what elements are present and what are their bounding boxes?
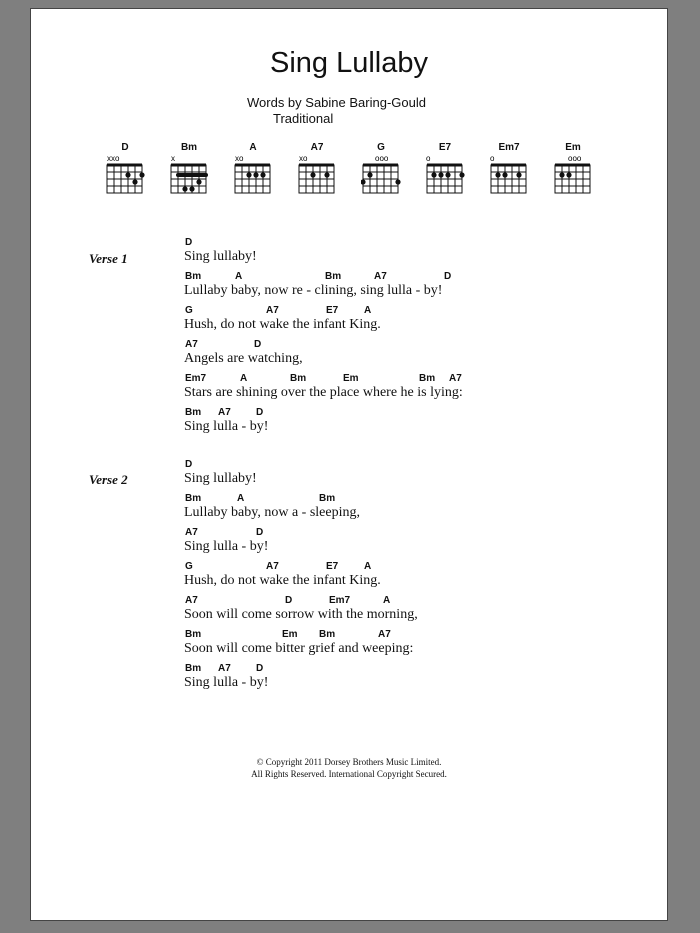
- lyric-line: [184, 339, 604, 373]
- copyright-notice: [31, 756, 667, 780]
- chord-symbol: Bm: [185, 271, 202, 282]
- chord-symbol: Bm: [419, 373, 436, 384]
- chord-name: A7: [310, 142, 324, 153]
- chord-symbol: Bm: [185, 629, 202, 640]
- lyric-text: Lullaby baby, now re - clining, sing lulla - by!: [184, 283, 443, 298]
- string-markers: xxo: [107, 154, 120, 163]
- verse-label: Verse 1: [89, 251, 128, 266]
- chord-symbol: A7: [449, 373, 462, 384]
- lyric-text: Hush, do not wake the infant King.: [184, 317, 381, 332]
- chord-symbol: Bm: [290, 373, 307, 384]
- lyric-line: [184, 271, 604, 305]
- chord-symbol: A: [240, 373, 248, 384]
- lyric-line: [184, 561, 604, 595]
- string-markers: ooo: [568, 154, 582, 163]
- chord-grid: [425, 153, 465, 197]
- chord-name: G: [377, 142, 385, 153]
- chord-symbol: A: [235, 271, 243, 282]
- chord-symbol: G: [185, 561, 193, 572]
- lyric-text: Sing lulla - by!: [184, 675, 269, 690]
- lyric-text: Sing lulla - by!: [184, 539, 269, 554]
- lyricist-credit: Words by Sabine Baring-Gould: [247, 95, 426, 110]
- chord-grid: [169, 153, 209, 197]
- chord-symbol: A: [237, 493, 245, 504]
- lyric-line: [184, 305, 604, 339]
- song-title: Sing Lullaby: [270, 47, 428, 79]
- lyric-line: [184, 595, 604, 629]
- chord-symbol: Bm: [319, 629, 336, 640]
- chord-symbol: Em: [343, 373, 359, 384]
- chord-symbol: G: [185, 305, 193, 316]
- chord-symbol: A7: [218, 663, 231, 674]
- chord-symbol: E7: [326, 305, 339, 316]
- lyric-text: Soon will come bitter grief and weeping:: [184, 641, 414, 656]
- lyric-text: Hush, do not wake the infant King.: [184, 573, 381, 588]
- copyright-line: © Copyright 2011 Dorsey Brothers Music Limited.: [256, 757, 442, 767]
- chord-name: A: [249, 142, 257, 153]
- lyric-line: [184, 373, 604, 407]
- chord-symbol: A7: [218, 407, 231, 418]
- chord-symbol: Bm: [185, 493, 202, 504]
- chord-symbol: A7: [185, 595, 198, 606]
- chord-symbol: A7: [374, 271, 387, 282]
- chord-grid: [297, 153, 337, 197]
- chord-symbol: D: [256, 527, 264, 538]
- chord-name: Bm: [180, 142, 198, 153]
- string-markers: o: [426, 154, 431, 163]
- chord-symbol: Em: [282, 629, 298, 640]
- lyric-text: Angels are watching,: [184, 351, 303, 366]
- chord-symbol: A7: [378, 629, 391, 640]
- string-markers: ooo: [375, 154, 389, 163]
- lyric-line: [184, 459, 604, 493]
- lyric-line: [184, 629, 604, 663]
- chord-grid: [233, 153, 273, 197]
- string-markers: x: [171, 154, 175, 163]
- lyric-text: Lullaby baby, now a - sleeping,: [184, 505, 360, 520]
- chord-symbol: A: [383, 595, 391, 606]
- lyric-text: Sing lulla - by!: [184, 419, 269, 434]
- chord-symbol: Bm: [319, 493, 336, 504]
- chord-symbol: D: [444, 271, 452, 282]
- chord-grid: [553, 153, 593, 197]
- lyric-text: Sing lullaby!: [184, 249, 257, 264]
- string-markers: xo: [235, 154, 244, 163]
- chord-symbol: A: [364, 305, 372, 316]
- chord-name: E7: [438, 142, 452, 153]
- rights-line: All Rights Reserved. International Copyright Secured.: [251, 769, 447, 779]
- chord-name: D: [121, 142, 129, 153]
- sheet-page: [30, 8, 668, 921]
- chord-symbol: D: [185, 459, 193, 470]
- chord-name: Em7: [498, 142, 520, 153]
- chord-symbol: D: [256, 663, 264, 674]
- chord-symbol: Em7: [329, 595, 351, 606]
- chord-symbol: A7: [266, 305, 279, 316]
- composer-credit: Traditional: [273, 111, 334, 126]
- chord-symbol: Bm: [325, 271, 342, 282]
- chord-symbol: D: [285, 595, 293, 606]
- lyric-text: Sing lullaby!: [184, 471, 257, 486]
- chord-symbol: A: [364, 561, 372, 572]
- chord-symbol: D: [254, 339, 262, 350]
- chord-symbol: A7: [185, 527, 198, 538]
- lyric-line: [184, 493, 604, 527]
- string-markers: xo: [299, 154, 308, 163]
- chord-symbol: Bm: [185, 663, 202, 674]
- chord-symbol: E7: [326, 561, 339, 572]
- lyric-text: Soon will come sorrow with the morning,: [184, 607, 418, 622]
- lyric-line: [184, 527, 604, 561]
- chord-grid: [489, 153, 529, 197]
- lyric-line: [184, 663, 604, 697]
- chord-symbol: A7: [185, 339, 198, 350]
- chord-symbol: A7: [266, 561, 279, 572]
- chord-name: Em: [565, 142, 581, 153]
- lyric-line: [184, 237, 604, 271]
- chord-symbol: D: [256, 407, 264, 418]
- chord-grid: [105, 153, 145, 197]
- lyric-line: [184, 407, 604, 441]
- chord-symbol: Em7: [185, 373, 207, 384]
- chord-symbol: Bm: [185, 407, 202, 418]
- string-markers: o: [490, 154, 495, 163]
- chord-grid: [361, 153, 401, 197]
- verse-label: Verse 2: [89, 472, 128, 487]
- chord-symbol: D: [185, 237, 193, 248]
- lyric-text: Stars are shining over the place where he is lying:: [184, 385, 463, 400]
